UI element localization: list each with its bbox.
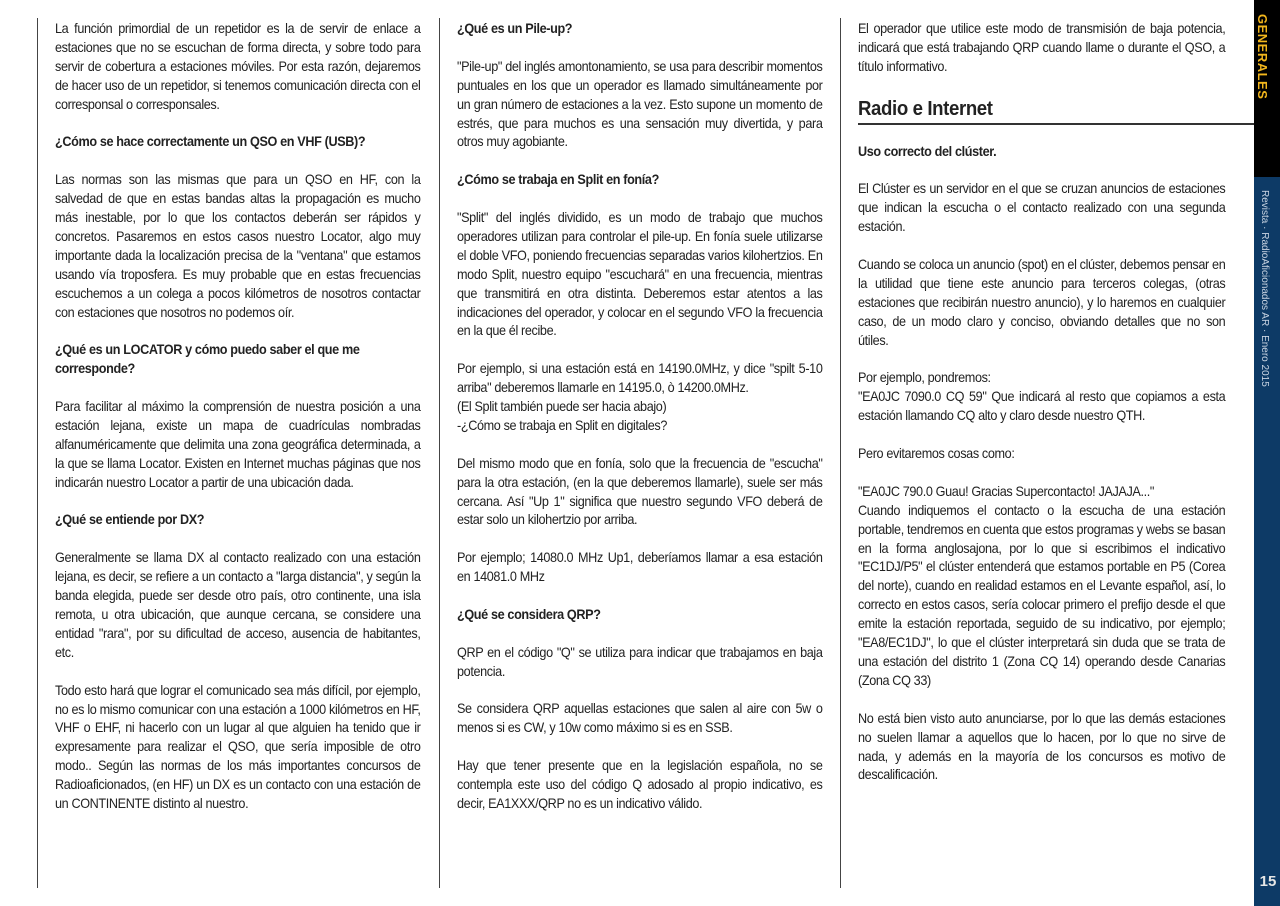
question-line: -¿Cómo se trabaja en Split en digitales? — [457, 417, 667, 433]
paragraph-text: Cuando indiquemos el contacto o la escucha de una estación portable, tendremos en cuenta que estos programas y webs se basan en la forma anglosajona, por lo que si escribimos el indicativo "EC1DJ/P5" el clúster entenderá que estamos portable en P5 (Corea del norte), cuando en realidad estamos en el Levante español, así, lo correcto en estos casos, sería colocar primero el prefijo desde el que emite la estación reportada, seguido de su indicativo, por ejemplo; "EA8/EC1DJ", lo que el clúster interpretará sin duda que se trata de una estación del distrito 1 (Zona CQ 14) operando desde Canarias (Zona CQ 33) — [858, 502, 1226, 688]
paragraph — [858, 369, 1225, 426]
question-heading: ¿Cómo se trabaja en Split en fonía? — [457, 172, 659, 188]
paragraph — [858, 483, 1225, 691]
paragraph: El Clúster es un servidor en el que se cruzan anuncios de estaciones que indican la escucha o el contacto realizado con una segunda estación. — [858, 181, 1226, 235]
spacer — [858, 125, 1225, 143]
section-tab-block — [1254, 0, 1280, 177]
paragraph — [457, 360, 822, 436]
page-number: 15 — [1259, 873, 1277, 890]
section-tab-label: GENERALES — [1255, 14, 1270, 100]
paragraph: Del mismo modo que en fonía, solo que la frecuencia de "escucha" para la otra estación, (en la que deberemos llamarle), suele ser más cercana. Así "Up 1" significa que nuestro segundo VFO deberá de estar solo un kilohertzio por arriba. — [457, 455, 823, 528]
question-heading: ¿Qué se considera QRP? — [457, 606, 601, 622]
paragraph: Generalmente se llama DX al contacto realizado con una estación lejana, es decir, se refiere a un contacto a "larga distancia", y según la banda elegida, puede ser desde otro país, otro continente, una isla remota, u otra ubicación, que aunque cercana, se considere una entidad "rara", por su dificultad de acceso, ausencia de habitantes, etc. — [55, 550, 421, 660]
paragraph: Para facilitar al máximo la comprensión de nuestra posición a una estación lejana, existe un mapa de cuadrículas nombradas alfanuméricamente que delimita una zona geográfica determinada, a la que se llama Locator. Existen en Internet muchas páginas que nos indicarán nuestro Locator a partir de una ubicación dada. — [55, 399, 421, 490]
paragraph: Cuando se coloca un anuncio (spot) en el clúster, debemos pensar en la utilidad que tiene este anuncio para terceros colegas, (otras estaciones que recibirán nuestro anuncio), y lo haremos en cualquier caso, de un modo claro y conciso, obviando detalles que no son útiles. — [858, 257, 1226, 348]
paragraph: QRP en el código "Q" se utiliza para indicar que trabajamos en baja potencia. — [457, 644, 823, 679]
paragraph: Por ejemplo; 14080.0 MHz Up1, deberíamos llamar a esa estación en 14081.0 MHz — [457, 550, 823, 585]
column-rule-2 — [840, 18, 841, 888]
example-line: "EA0JC 7090.0 CQ 59" Que indicará al resto que copiamos a esta estación llamando CQ alto y claro desde nuestro QTH. — [858, 389, 1226, 424]
question-heading: Uso correcto del clúster. — [858, 143, 997, 159]
paragraph: Todo esto hará que lograr el comunicado sea más difícil, por ejemplo, no es lo mismo comunicar con una estación a 1000 kilómetros en HF, VHF o EHF, ni hacerlo con un lugar al que alguien ha tenido que ir expresamente para realizar el QSO, que sería imposible de otro modo.. Según las normas de los más importantes concursos de Radioaficionados, (en HF) un DX es un contacto con una estación de un CONTINENTE distinto al nuestro. — [55, 682, 421, 812]
section-title: Radio e Internet — [858, 96, 1254, 125]
paragraph: El operador que utilice este modo de transmisión de baja potencia, indicará que está trabajando QRP cuando llame o durante el QSO, a título informativo. — [858, 21, 1226, 74]
column-rule-left-margin — [37, 18, 38, 888]
journal-credit: Revista · RadioAficionados AR · Enero 2015 — [1259, 190, 1270, 387]
article-column-1 — [55, 20, 420, 833]
article-column-3 — [858, 20, 1225, 804]
paragraph: Las normas son las mismas que para un QSO en HF, con la salvedad de que en estas bandas altas la propagación es mucho más inestable, por lo que los contactos deberán ser rápidos y concretos. Pasaremos en estos casos nuestro Locator, algo muy importante dada la localización precisa de la "ventana" que estamos usando vía troposfera. Es muy probable que en estas frecuencias escuchemos a un colega a pocos kilómetros de nosotros contactar con estaciones que nosotros no podemos oír. — [55, 172, 421, 320]
bad-example-line: "EA0JC 790.0 Guau! Gracias Supercontacto! JAJAJA..." — [858, 483, 1155, 499]
example-line: Por ejemplo, si una estación está en 14190.0MHz, y dice "spilt 5-10 arriba" deberemos llamarle en 14195.0, ò 14200.0MHz. — [457, 361, 823, 396]
example-intro: Por ejemplo, pondremos: — [858, 370, 991, 386]
side-bar — [1254, 0, 1280, 906]
question-heading: ¿Cómo se hace correctamente un QSO en VHF (USB)? — [55, 134, 366, 150]
paragraph: "Pile-up" del inglés amontonamiento, se usa para describir momentos puntuales en los que un operador es llamado simultáneamente por un gran número de estaciones a la vez. Esto supone un momento de estrés, que para muchos es una sensación muy divertida, y para otros muy agobiante. — [457, 58, 823, 150]
paragraph: Hay que tener presente que en la legislación española, no se contempla este uso del código Q adosado al propio indicativo, es decir, EA1XXX/QRP no es un indicativo válido. — [457, 758, 823, 811]
article-column-2 — [457, 20, 822, 833]
paragraph: Pero evitaremos cosas como: — [858, 446, 1015, 462]
paragraph: Se considera QRP aquellas estaciones que salen al aire con 5w o menos si es CW, y 10w como máximo si es en SSB. — [457, 701, 823, 736]
column-rule-1 — [439, 18, 440, 888]
question-heading: ¿Qué es un LOCATOR y cómo puedo saber el que me corresponde? — [55, 342, 360, 377]
paragraph: La función primordial de un repetidor es la de servir de enlace a estaciones que no se escuchan de forma directa, y sobre todo para servir de cobertura a estaciones móviles. Por esta razón, dejaremos de hacer uso de un repetidor, si tenemos comunicación directa con el corresponsal o corresponsales. — [55, 21, 421, 112]
note-line: (El Split también puede ser hacia abajo) — [457, 399, 667, 415]
question-heading: ¿Qué se entiende por DX? — [55, 512, 205, 528]
question-heading: ¿Qué es un Pile-up? — [457, 21, 573, 36]
paragraph: No está bien visto auto anunciarse, por lo que las demás estaciones no suelen llamar a aquellos que lo hacen, por lo que no sirve de nada, y además en la mayoría de los concursos es motivo de descalificación. — [858, 710, 1226, 783]
paragraph: "Split" del inglés dividido, es un modo de trabajo que muchos operadores utilizan para controlar el pile-up. En fonía suele utilizarse el doble VFO, poniendo frecuencias separadas varios kilohertzios. En modo Split, nuestro equipo "escuchará" en una frecuencia, mientras que transmitirá en otra distinta. Deberemos estar atentos a las indicaciones del operador, y colocar en el segundo VFO la frecuencia en la que él recibe. — [457, 210, 823, 339]
